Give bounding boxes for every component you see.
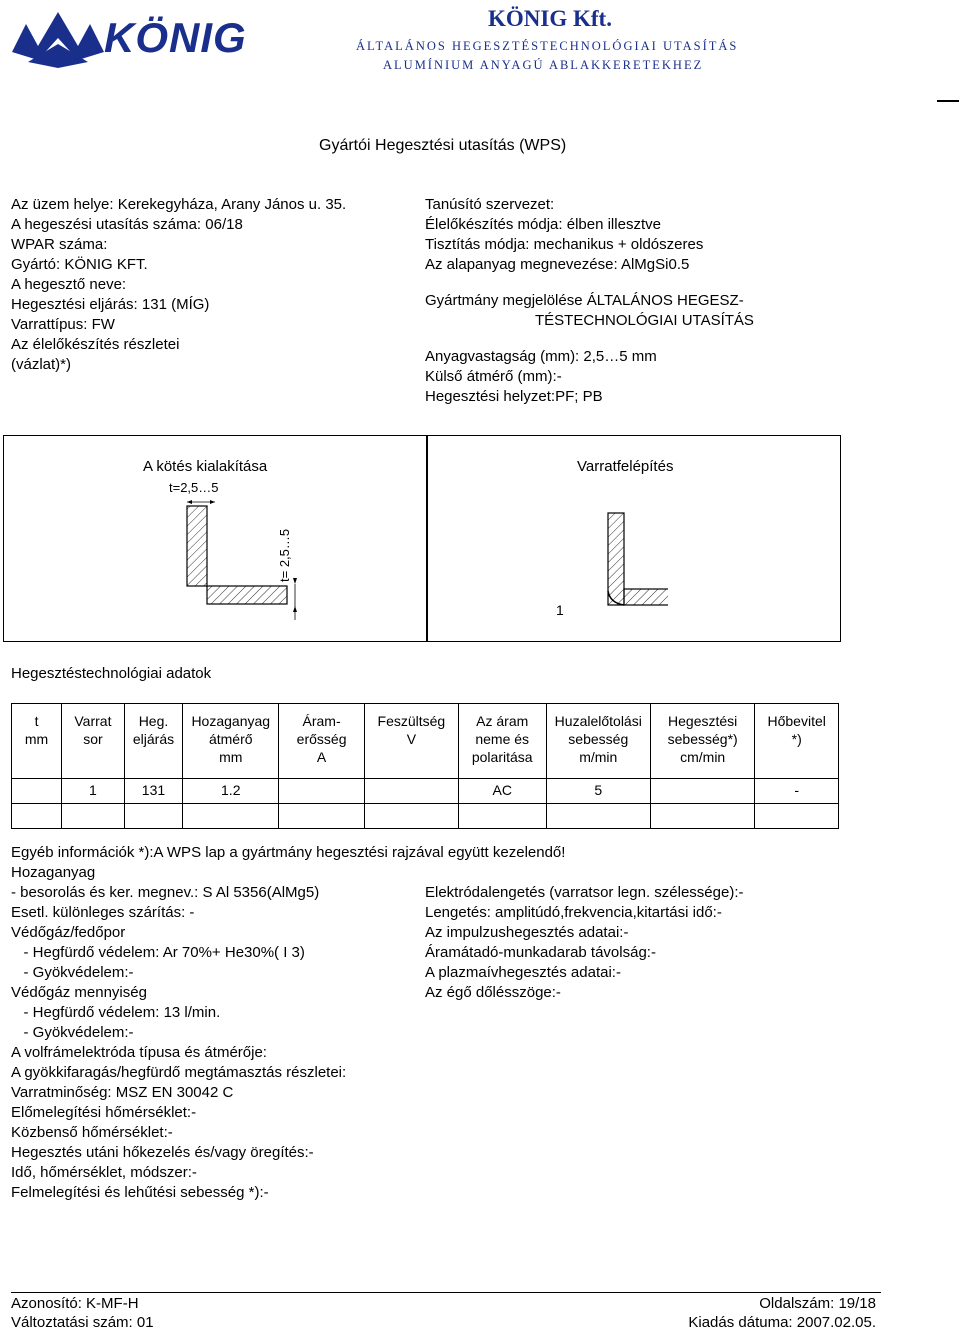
footer-rule [11,1292,881,1293]
other-info-line: Közbenső hőmérséklet:- [11,1124,173,1141]
table-cell: 131 [124,779,182,804]
other-info-line: Az égő dőlésszöge:- [425,984,561,1001]
other-info-line: Felmelegítési és lehűtési sebesség *):- [11,1184,269,1201]
table-row [12,779,839,804]
header-cell: Hozaganyag átmérő mm [183,704,279,779]
left-info [11,195,346,375]
base-material-field: Az alapanyag megnevezése: AlMgSi0.5 [425,256,690,273]
other-info-line: A volfrámelektróda típusa és átmérője: [11,1044,267,1061]
joint-design-title: A kötés kialakítása [143,458,268,475]
thickness-field: Anyagvastagság (mm): 2,5…5 mm [425,348,657,365]
table-cell [124,804,182,829]
product-field: Gyártmány megjelölése ÁLTALÁNOS HEGESZ- [425,292,744,309]
table-cell [458,804,546,829]
info-line: (vázlat)*) [11,356,72,373]
table-cell: 1 [62,779,125,804]
pass-number-label: 1 [556,602,564,618]
table-cell [183,804,279,829]
welding-parameters-table [11,703,839,829]
info-line: Hegesztési eljárás: 131 (MÍG) [11,296,210,313]
joint-divider [426,435,428,642]
header-cell: Hegesztési sebesség*) cm/min [650,704,754,779]
other-info-line: - besorolás és ker. megnev.: S Al 5356(AlMg5) [11,884,320,901]
header-cell: Heg. eljárás [124,704,182,779]
other-info-line: Hegesztés utáni hőkezelés és/vagy öregítés:- [11,1144,314,1161]
table-cell [364,804,458,829]
table-cell [650,779,754,804]
position-field: Hegesztési helyzet:PF; PB [425,388,603,405]
document-id: Azonosító: K-MF-H [11,1295,139,1312]
other-info-line: Áramátadó-munkadarab távolság:- [425,944,656,961]
product-field-cont: TÉSTECHNOLÓGIAI UTASÍTÁS [535,312,754,329]
company-logo [8,8,268,70]
page-number: Oldalszám: 19/18 [759,1295,876,1312]
header-cell: Varrat sor [62,704,125,779]
crown-emblem-icon [8,8,108,68]
info-line: Gyártó: KÖNIG KFT. [11,256,148,273]
other-info-line: A gyökkifaragás/hegfürdő megtámasztás részletei: [11,1064,347,1081]
info-line: Az élelőkészítés részletei [11,336,180,353]
table-cell [650,804,754,829]
other-info-line: Varratminőség: MSZ EN 30042 C [11,1084,234,1101]
right-info [425,195,754,407]
thickness-dimension-top: t=2,5…5 [169,480,219,495]
header-cell: Áram- erősség A [279,704,365,779]
other-info-line: Védőgáz mennyiség [11,984,147,1001]
other-info-line: Elektródalengetés (varratsor legn. szélessége):- [425,884,744,901]
weld-buildup-title: Varratfelépítés [577,458,674,475]
other-info-line: Az impulzushegesztés adatai:- [425,924,629,941]
other-info-line: A plazmaívhegesztés adatai:- [425,964,621,981]
table-row [12,804,839,829]
info-line: A hegesztő neve: [11,276,127,293]
outer-diameter-field: Külső átmérő (mm):- [425,368,562,385]
other-info-line: Hozaganyag [11,864,96,881]
other-info-line: - Gyökvédelem:- [11,1024,134,1041]
other-info-line: - Gyökvédelem:- [11,964,134,981]
thickness-dimension-side: t= 2,5…5 [277,528,292,582]
table-cell [364,779,458,804]
page-title: Gyártói Hegesztési utasítás (WPS) [319,137,567,154]
table-header-row [12,704,839,779]
other-info-line: Előmelegítési hőmérséklet:- [11,1104,197,1121]
other-info-line: Esetl. különleges szárítás: - [11,904,195,921]
table-cell: AC [458,779,546,804]
change-number: Változtatási szám: 01 [11,1314,154,1331]
logo-wordmark: KÖNIG [104,14,247,61]
joint-design-drawing [165,480,315,620]
other-info-line: Egyéb információk *):A WPS lap a gyártmány hegesztési rajzával együtt kezelendő! [11,844,566,861]
header-cell: Feszültség V [364,704,458,779]
joint-sketch-box [3,435,841,642]
table-cell [755,804,839,829]
other-info-line: - Hegfürdő védelem: Ar 70%+ He30%( I 3) [11,944,305,961]
other-info-line: - Hegfürdő védelem: 13 l/min. [11,1004,221,1021]
header-cell: Huzalelőtolási sebesség m/min [546,704,650,779]
table-cell [12,804,62,829]
table-cell [12,779,62,804]
table-cell [62,804,125,829]
table-cell [279,804,365,829]
table-cell: 5 [546,779,650,804]
cleaning-field: Tisztítás módja: mechanikus + oldószeres [425,236,704,253]
header-cell: t mm [12,704,62,779]
table-cell: 1.2 [183,779,279,804]
info-line: Az üzem helye: Kerekegyháza, Arany János u. 35. [11,196,347,213]
header-subtitle-1: ÁLTALÁNOS HEGESZTÉSTECHNOLÓGIAI UTASÍTÁS [356,39,739,53]
info-line: A hegeszési utasítás száma: 06/18 [11,216,243,233]
other-info-line: Védőgáz/fedőpor [11,924,126,941]
table-cell [546,804,650,829]
edge-prep-field: Élelőkészítés módja: élben illesztve [425,216,661,233]
other-info-right [425,883,744,1003]
table-cell [279,779,365,804]
issue-date: Kiadás dátuma: 2007.02.05. [688,1314,876,1331]
tech-data-title: Hegesztéstechnológiai adatok [11,665,212,682]
other-info-line: Lengetés: amplitúdó,frekvencia,kitartási idő:- [425,904,722,921]
header-subtitle-2: ALUMÍNIUM ANYAGÚ ABLAKKERETEKHEZ [383,58,704,72]
header-cell: Hőbevitel *) [755,704,839,779]
header-mark [937,100,959,102]
info-line: Varrattípus: FW [11,316,115,333]
header-cell: Az áram neme és polaritása [458,704,546,779]
info-line: WPAR száma: [11,236,108,253]
company-name: KÖNIG Kft. [488,6,612,31]
table-cell: - [755,779,839,804]
weld-buildup-drawing [548,495,668,625]
other-info-line: Idő, hőmérséklet, módszer:- [11,1164,197,1181]
certifier-field: Tanúsító szervezet: [425,196,555,213]
